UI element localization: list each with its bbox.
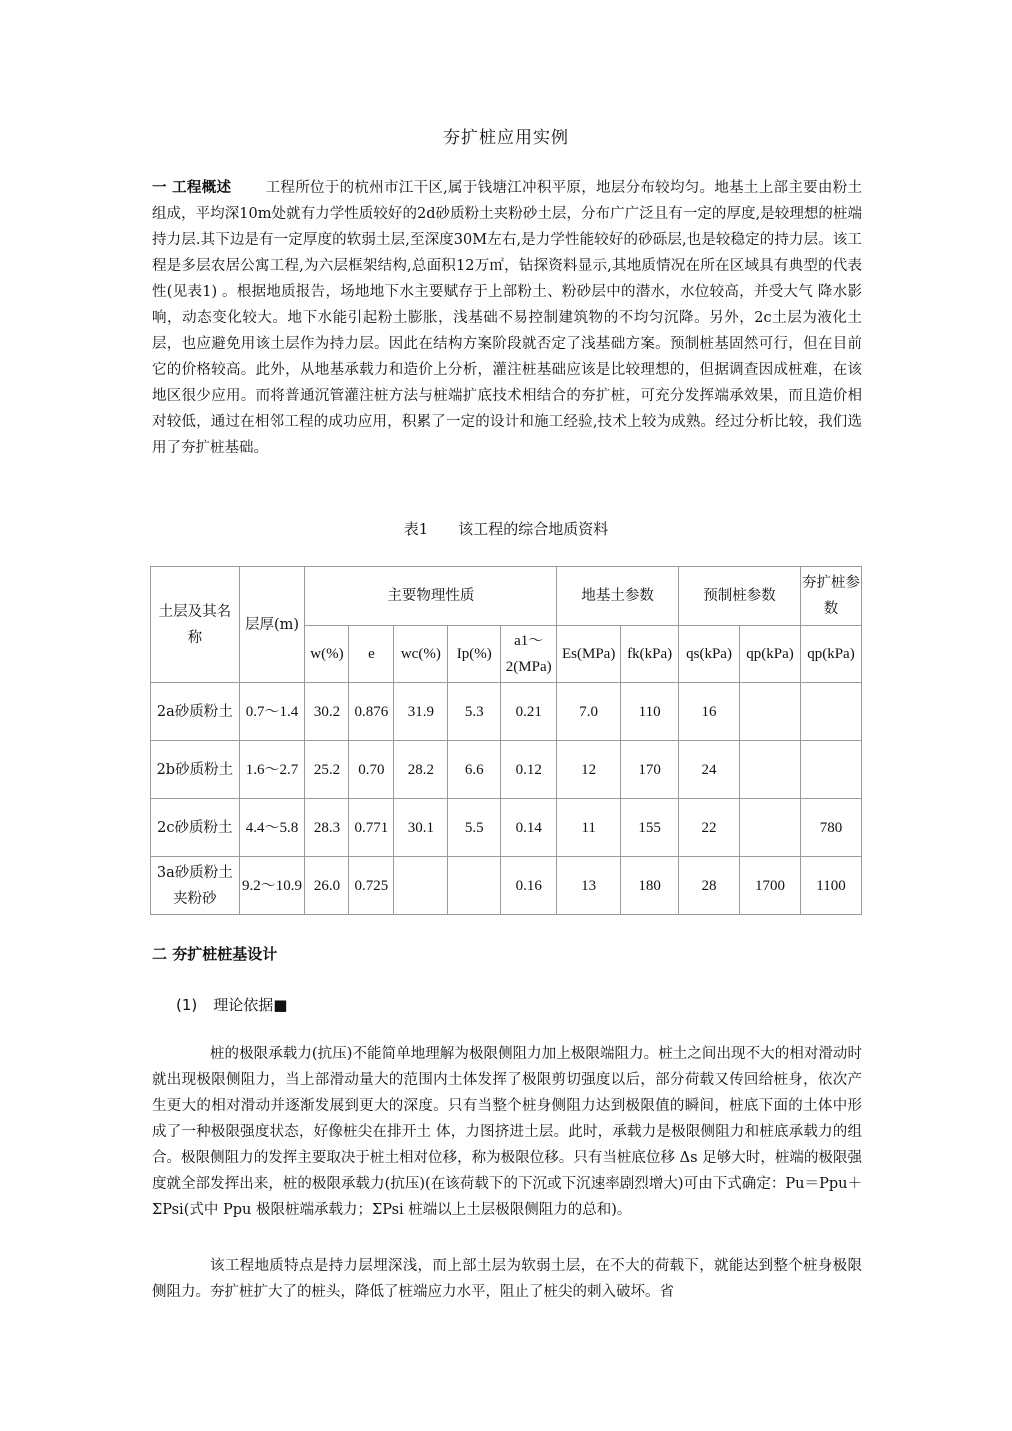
page-title: 夯扩桩应用实例 [443, 128, 569, 148]
subheader-cell: fk(kPa) [621, 626, 679, 683]
cell-es: 7.0 [557, 683, 621, 741]
cell-layer-name: 2b砂质粉土 [151, 741, 240, 799]
cell-qp-rammed [800, 683, 861, 741]
geology-table [150, 566, 862, 915]
subheader-cell: Es(MPa) [557, 626, 621, 683]
subheader-cell: Ip(%) [448, 626, 501, 683]
cell-w: 30.2 [305, 683, 349, 741]
cell-fk: 170 [621, 741, 679, 799]
section1-heading: 一 工程概述 [152, 180, 232, 196]
header-precast-pile-params: 预制桩参数 [679, 567, 801, 626]
cell-a: 0.16 [501, 857, 557, 915]
table-row [151, 683, 862, 741]
cell-qs: 28 [679, 857, 740, 915]
cell-a: 0.21 [501, 683, 557, 741]
subsection-heading [176, 994, 287, 1015]
cell-qs: 22 [679, 799, 740, 857]
cell-fk: 180 [621, 857, 679, 915]
cell-qp-rammed: 1100 [800, 857, 861, 915]
cell-es: 11 [557, 799, 621, 857]
cell-a: 0.12 [501, 741, 557, 799]
table-caption [0, 518, 1012, 539]
subheader-cell: wc(%) [394, 626, 448, 683]
cell-e: 0.876 [349, 683, 394, 741]
cell-wc: 28.2 [394, 741, 448, 799]
header-thickness: 层厚(m) [239, 567, 305, 683]
cell-thickness: 1.6～2.7 [239, 741, 305, 799]
header-layer-name: 土层及其名称 [151, 567, 240, 683]
table-caption-number: 表1 [403, 520, 429, 538]
cell-qp-precast [740, 741, 801, 799]
section2-heading: 二 夯扩桩桩基设计 [152, 945, 278, 963]
cell-es: 12 [557, 741, 621, 799]
cell-qs: 16 [679, 683, 740, 741]
cell-a: 0.14 [501, 799, 557, 857]
cell-qp-rammed: 780 [800, 799, 861, 857]
cell-qp-precast [740, 799, 801, 857]
subheader-cell: w(%) [305, 626, 349, 683]
table-row [151, 741, 862, 799]
cell-wc [394, 857, 448, 915]
cell-fk: 155 [621, 799, 679, 857]
section2-paragraph-2: 该工程地质特点是持力层埋深浅，而上部土层为软弱土层，在不大的荷载下，就能达到整个桩身极限侧阻力。夯扩桩扩大了的桩头，降低了桩端应力水平，阻止了桩尖的刺入破坏。省 [152, 1258, 862, 1300]
cell-e: 0.725 [349, 857, 394, 915]
subsection-title: 理论依据■ [213, 996, 288, 1014]
subheader-cell: a1～2(MPa) [501, 626, 557, 683]
subheader-cell: qp(kPa) [800, 626, 861, 683]
table-header-row [151, 567, 862, 626]
cell-qp-precast [740, 683, 801, 741]
section1-paragraph [152, 175, 862, 461]
cell-qs: 24 [679, 741, 740, 799]
cell-e: 0.771 [349, 799, 394, 857]
cell-ip: 5.5 [448, 799, 501, 857]
subheader-cell: e [349, 626, 394, 683]
table-row [151, 857, 862, 915]
table-caption-text: 该工程的综合地质资料 [458, 520, 609, 538]
cell-thickness: 4.4～5.8 [239, 799, 305, 857]
subheader-cell: qs(kPa) [679, 626, 740, 683]
header-rammed-pile-params: 夯扩桩参数 [800, 567, 861, 626]
subsection-number: (1) [176, 996, 198, 1014]
section1-body: 工程所位于的杭州市江干区,属于钱塘江冲积平原，地层分布较均匀。地基土上部主要由粉土组成，平均深10m处就有力学性质较好的2d砂质粉土夹粉砂土层，分布广广泛且有一定的厚度,是较理想的桩端持力层.其下边是有一定厚度的软弱土层,至深度30M左右,是力学性能较好的砂砾层,也是较稳定的持力层。该工程是多层农居公寓工程,为六层框架结构,总面积12万㎡，钻探资料显示,其地质情况在所在区域具有典型的代表性(见表1) 。根据地质报告，场地地下水主要赋存于上部粉土、粉砂层中的潜水，水位较高，并受大气 降水影响，动态变化较大。地下水能引起粉土膨胀，浅基础不易控制建筑物的不均匀沉降。另外，2c土层为液化土层，也应避免用该土层作为持力层。因此在结构方案阶段就否定了浅基础方案。预制桩基固然可行，但在目前它的价格较高。此外，从地基承载力和造价上分析，灌注桩基础应该是比较理想的，但据调查因成桩难，在该地区很少应用。而将普通沉管灌注桩方法与桩端扩底技术相结合的夯扩桩，可充分发挥端承效果，而且造价相对较低，通过在相邻工程的成功应用，积累了一定的设计和施工经验,技术上较为成熟。经过分析比较，我们选用了夯扩桩基础。 [152, 180, 862, 456]
cell-w: 25.2 [305, 741, 349, 799]
cell-layer-name: 2a砂质粉土 [151, 683, 240, 741]
cell-e: 0.70 [349, 741, 394, 799]
header-physical-properties: 主要物理性质 [305, 567, 557, 626]
cell-ip [448, 857, 501, 915]
table-row [151, 799, 862, 857]
cell-layer-name: 2c砂质粉土 [151, 799, 240, 857]
cell-fk: 110 [621, 683, 679, 741]
cell-ip: 5.3 [448, 683, 501, 741]
cell-ip: 6.6 [448, 741, 501, 799]
header-foundation-params: 地基土参数 [557, 567, 679, 626]
cell-w: 28.3 [305, 799, 349, 857]
cell-thickness: 9.2～10.9 [239, 857, 305, 915]
cell-thickness: 0.7～1.4 [239, 683, 305, 741]
cell-wc: 31.9 [394, 683, 448, 741]
subheader-cell: qp(kPa) [740, 626, 801, 683]
cell-es: 13 [557, 857, 621, 915]
cell-wc: 30.1 [394, 799, 448, 857]
cell-qp-rammed [800, 741, 861, 799]
cell-layer-name: 3a砂质粉土夹粉砂 [151, 857, 240, 915]
section2-paragraph-1: 桩的极限承载力(抗压)不能简单地理解为极限侧阻力加上极限端阻力。桩土之间出现不大的相对滑动时就出现极限侧阻力，当上部滑动量大的范围内土体发挥了极限剪切强度以后，部分荷载又传回给桩身，依次产生更大的相对滑动并逐渐发展到更大的深度。只有当整个桩身侧阻力达到极限值的瞬间，桩底下面的土体中形成了一种极限强度状态，好像桩尖在排开土 体，力图挤进土层。此时，承载力是极限侧阻力和桩底承载力的组合。极限侧阻力的发挥主要取决于桩土相对位移，称为极限位移。只有当桩底位移 Δs 足够大时，桩端的极限强度就全部发挥出来，桩的极限承载力(抗压)(在该荷载下的下沉或下沉速率剧烈增大)可由下式确定：Pu＝Ppu＋ΣPsi(式中 Ppu 极限桩端承载力；ΣPsi 桩端以上土层极限侧阻力的总和)。 [152, 1046, 862, 1218]
cell-w: 26.0 [305, 857, 349, 915]
cell-qp-precast: 1700 [740, 857, 801, 915]
